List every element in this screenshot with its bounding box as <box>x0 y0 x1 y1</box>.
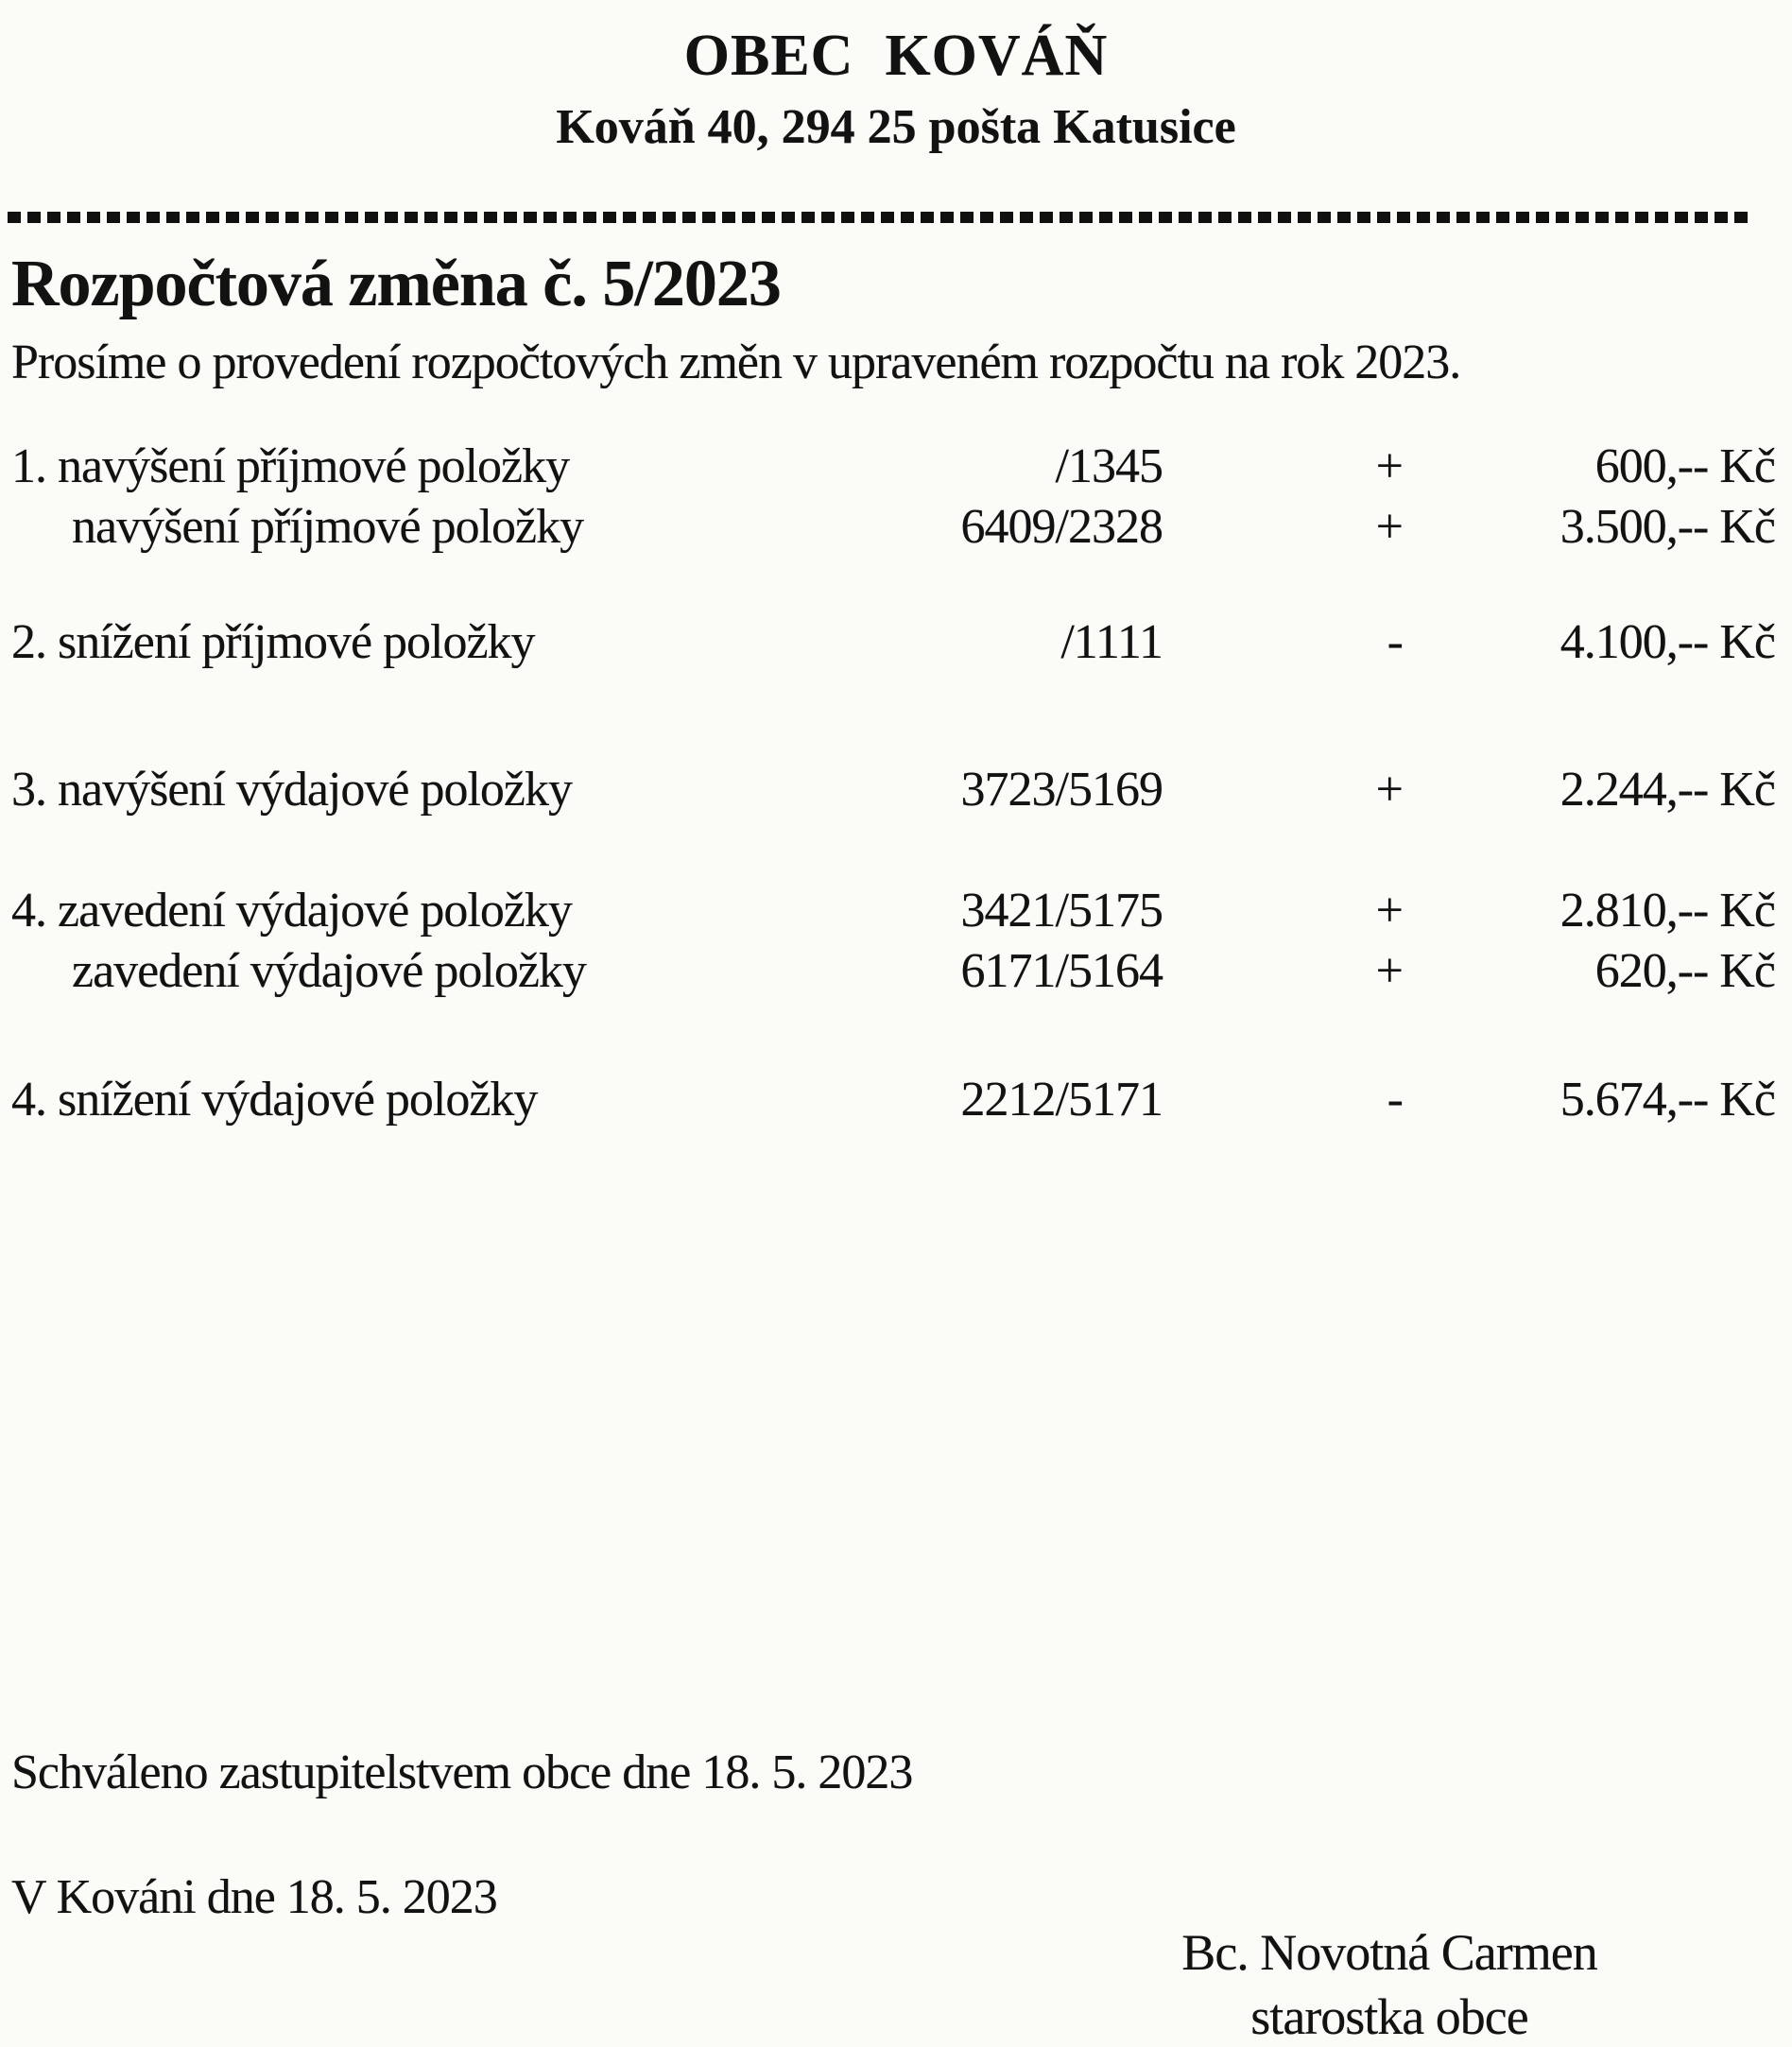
item-code: 2212/5171 <box>960 1073 1163 1127</box>
organization-address: Kováň 40, 294 25 pošta Katusice <box>556 100 1236 154</box>
budget-item-group <box>11 437 1775 558</box>
budget-item-row <box>11 760 1775 820</box>
item-sign: + <box>1375 500 1403 554</box>
item-amount: 5.674,-- Kč <box>1559 1073 1775 1127</box>
budget-item-row <box>11 437 1775 497</box>
budget-item-row <box>11 497 1775 558</box>
item-label: 4. snížení výdajové položky <box>11 1073 538 1127</box>
budget-item-group <box>11 1070 1775 1130</box>
signatory-role: starostka obce <box>1250 1988 1528 2045</box>
item-code: /1345 <box>1055 439 1163 493</box>
item-sign: + <box>1375 884 1403 937</box>
budget-item-row <box>11 881 1775 941</box>
budget-item-group <box>11 881 1775 1002</box>
item-label: zavedení výdajové položky <box>72 944 586 998</box>
item-label: 3. navýšení výdajové položky <box>11 763 572 817</box>
item-code: 3723/5169 <box>960 763 1163 817</box>
item-label: navýšení příjmové položky <box>72 500 584 554</box>
dashed-divider <box>8 212 1754 223</box>
budget-item-row <box>11 941 1775 1002</box>
item-code: 6409/2328 <box>960 500 1163 554</box>
item-code: 3421/5175 <box>960 884 1163 937</box>
item-amount: 600,-- Kč <box>1594 439 1775 493</box>
place-date-line: V Kováni dne 18. 5. 2023 <box>11 1870 497 1924</box>
item-amount: 2.810,-- Kč <box>1559 884 1775 937</box>
item-label: 1. navýšení příjmové položky <box>11 439 570 493</box>
signatory-name: Bc. Novotná Carmen <box>1181 1924 1597 1981</box>
item-sign: + <box>1375 763 1403 817</box>
item-sign: + <box>1375 439 1403 493</box>
budget-item-row <box>11 612 1775 673</box>
approval-line: Schváleno zastupitelstvem obce dne 18. 5. 2023 <box>11 1746 913 1799</box>
item-code: /1111 <box>1060 615 1163 669</box>
budget-item-group <box>11 612 1775 673</box>
item-amount: 2.244,-- Kč <box>1559 763 1775 817</box>
item-sign: - <box>1387 1073 1403 1127</box>
item-sign: - <box>1387 615 1403 669</box>
item-label: 2. snížení příjmové položky <box>11 615 535 669</box>
letterhead <box>0 19 1792 157</box>
item-label: 4. zavedení výdajové položky <box>11 884 572 937</box>
document-title: Rozpočtová změna č. 5/2023 <box>11 248 781 320</box>
budget-item-row <box>11 1070 1775 1130</box>
item-amount: 620,-- Kč <box>1594 944 1775 998</box>
budget-item-group <box>11 760 1775 820</box>
item-amount: 3.500,-- Kč <box>1559 500 1775 554</box>
item-code: 6171/5164 <box>960 944 1163 998</box>
budget-items-list <box>11 437 1775 1130</box>
organization-name: OBEC KOVÁŇ <box>683 24 1109 88</box>
item-amount: 4.100,-- Kč <box>1559 615 1775 669</box>
intro-text: Prosíme o provedení rozpočtových změn v upraveném rozpočtu na rok 2023. <box>11 335 1461 389</box>
signature-block <box>1059 1922 1720 2047</box>
item-sign: + <box>1375 944 1403 998</box>
